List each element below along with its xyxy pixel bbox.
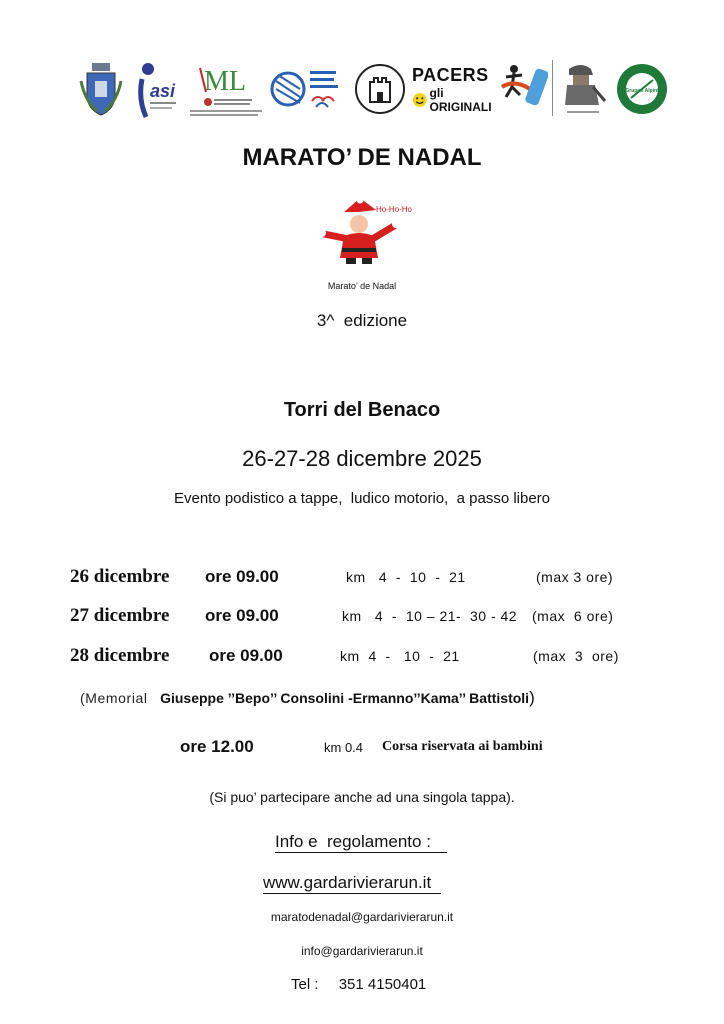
asi-text: asi (150, 81, 176, 101)
tower-castle-logo (352, 58, 408, 120)
dates-text: 26-27-28 dicembre 2025 (242, 446, 482, 471)
phone-number[interactable]: 351 4150401 (338, 976, 427, 993)
schedule-row (0, 645, 724, 667)
santa-illustration (316, 196, 420, 266)
paralympic-committee-logo (270, 58, 342, 120)
schedule-day: 28 dicembre (70, 645, 170, 666)
event-title: MARATO’ DE NADAL (242, 144, 482, 171)
location-text: Torri del Benaco (283, 399, 441, 421)
runner-event-logo (500, 58, 548, 120)
ml-ministry-logo (186, 58, 266, 120)
pacers-text: PACERS (412, 64, 489, 85)
soldier-statue-logo (558, 58, 608, 120)
pacers-originali-logo (412, 58, 498, 120)
municipal-crest-logo (78, 58, 124, 120)
email-event-link[interactable]: maratodenadal@gardarivierarun.it (270, 910, 454, 924)
originali-text: gli ORIGINALI (429, 85, 492, 114)
event-description: Evento podistico a tappe, ludico motorio, a passo libero (173, 490, 551, 507)
memorial-line (80, 688, 535, 708)
santa-bubble-text: Ho-Ho-Ho (375, 205, 413, 214)
memorial-prefix: (Memorial (80, 690, 148, 706)
schedule-row (0, 605, 724, 627)
kids-race-line (180, 737, 543, 757)
schedule-km: km 4 - 10 - 21 (346, 569, 466, 585)
memorial-names: Giuseppe ’’Bepo’’ Consolini -Ermanno’’Kama’’ Battistoli (160, 690, 530, 706)
logo-divider (552, 60, 553, 116)
kids-km: km 0.4 (324, 740, 364, 755)
schedule-time: ore 09.00 (205, 606, 279, 625)
single-stage-note: (Si puo’ partecipare anche ad una singola tappa). (209, 789, 515, 805)
schedule-time: ore 09.00 (205, 567, 279, 586)
alpini-group-logo (614, 58, 670, 120)
schedule-km: km 4 - 10 - 21 (340, 648, 460, 664)
ml-text: ML (204, 66, 246, 97)
kids-label: Corsa riservata ai bambini (382, 739, 543, 754)
schedule-max: (max 3 ore) (533, 648, 619, 664)
schedule-row (0, 566, 724, 588)
schedule-time: ore 09.00 (209, 646, 283, 665)
website-link[interactable]: www.gardarivierarun.it (263, 873, 441, 894)
phone-label: Tel : (291, 976, 319, 993)
schedule-day: 27 dicembre (70, 605, 170, 626)
memorial-suffix: ) (529, 688, 535, 707)
info-label: Info e regolamento : (275, 832, 447, 853)
asi-logo (136, 58, 180, 120)
kids-time: ore 12.00 (180, 737, 254, 756)
schedule-km: km 4 - 10 – 21- 30 - 42 (342, 608, 518, 624)
email-info-link[interactable]: info@gardarivierarun.it (301, 944, 423, 958)
schedule-max: (max 6 ore) (532, 608, 614, 624)
phone-line (291, 976, 426, 993)
alpini-badge-text: Gruppo Alpini (625, 88, 659, 94)
smiley-icon (412, 91, 428, 109)
schedule-max: (max 3 ore) (536, 569, 614, 585)
schedule-day: 26 dicembre (70, 566, 170, 587)
santa-caption: Marato’ de Nadal (327, 281, 397, 291)
edition-text: 3^ edizione (316, 311, 408, 330)
